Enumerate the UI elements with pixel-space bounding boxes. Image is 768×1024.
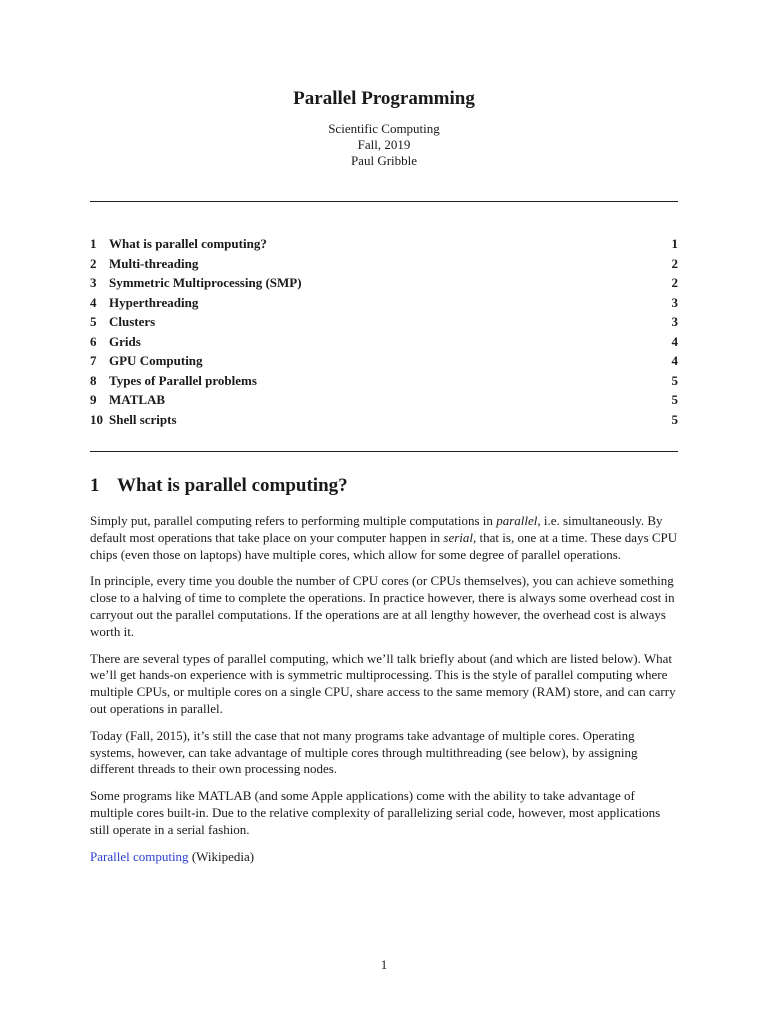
- divider-top: [90, 201, 678, 202]
- toc-entry[interactable]: [90, 371, 678, 391]
- toc-entry[interactable]: [90, 234, 678, 254]
- toc-label: Multi-threading: [109, 255, 199, 271]
- section-title: What is parallel computing?: [117, 475, 348, 496]
- toc-entry[interactable]: [90, 254, 678, 274]
- toc-number: 3: [90, 275, 97, 290]
- toc-label: MATLAB: [109, 392, 166, 407]
- toc-number: 5: [90, 314, 97, 329]
- toc-page: 2: [671, 255, 678, 271]
- toc-label: Types of Parallel problems: [109, 372, 257, 388]
- paragraph: There are several types of parallel computing, which we’ll talk briefly about (and which are listed below). What we’ll get hands-on experience with is symmetric multiprocessing. This is the style of parallel computing where multiple CPUs, or multiple cores on a single CPU, share access to the same memory (RAM) store, and can carry out operations in parallel.: [90, 650, 676, 716]
- toc-entry[interactable]: [90, 390, 678, 410]
- toc-number: 10: [90, 411, 103, 427]
- divider-bottom: [90, 451, 678, 452]
- toc-page: 3: [671, 314, 678, 329]
- toc-label: GPU Computing: [109, 353, 203, 368]
- toc-entry[interactable]: [90, 293, 678, 313]
- table-of-contents: [90, 234, 678, 429]
- toc-label: What is parallel computing?: [109, 236, 267, 251]
- toc-entry[interactable]: [90, 332, 678, 352]
- paragraph: In principle, every time you double the number of CPU cores (or CPUs themselves), you can achieve something close to a halving of time to complete the operations. In practice however, there is always some overhead cost in carryout out the parallel computations. If the operations are at all lengthy however, the overhead cost is always worth it.: [90, 573, 675, 639]
- toc-page: 3: [671, 294, 678, 310]
- toc-label: Symmetric Multiprocessing (SMP): [109, 275, 302, 290]
- toc-entry[interactable]: [90, 312, 678, 332]
- link-suffix: (Wikipedia): [188, 848, 255, 864]
- toc-number: 4: [90, 294, 97, 310]
- toc-number: 7: [90, 353, 97, 368]
- toc-label: Hyperthreading: [109, 294, 199, 310]
- reference-paragraph: [90, 849, 680, 866]
- paragraph: Some programs like MATLAB (and some Apple applications) come with the ability to take advantage of multiple cores built-in. Due to the relative complexity of parallelizing serial code, however, most applications still operate in a serial fashion.: [90, 788, 661, 837]
- toc-number: 8: [90, 372, 97, 388]
- toc-page: 5: [671, 372, 678, 388]
- toc-page: 5: [671, 392, 678, 407]
- toc-page: 5: [671, 411, 678, 427]
- section-heading: [90, 475, 348, 497]
- toc-page: 1: [671, 236, 678, 251]
- toc-entry[interactable]: [90, 351, 678, 371]
- toc-number: 9: [90, 392, 97, 407]
- emphasis: serial: [443, 529, 474, 545]
- toc-page: 4: [671, 333, 678, 349]
- toc-number: 2: [90, 255, 97, 271]
- paragraph: Today (Fall, 2015), it’s still the case that not many programs take advantage of multiple cores. Operating systems, however, can take advantage of multiple cores through multithreading (see below), by assigning different threads to their own processing nodes.: [90, 727, 638, 777]
- emphasis: parallel: [496, 513, 538, 528]
- text-run: , that is, one at a time. These days CPU chips (even those on laptops) have multiple cores, which allow for some degree of parallel operations.: [90, 529, 678, 562]
- course-name: Scientific Computing: [328, 121, 440, 136]
- toc-entry[interactable]: [90, 410, 678, 430]
- toc-page: 2: [671, 275, 678, 290]
- text-run: Simply put, parallel computing refers to performing multiple computations in: [90, 513, 497, 528]
- toc-number: 1: [90, 236, 97, 251]
- toc-label: Grids: [109, 333, 141, 349]
- document-title: Parallel Programming: [293, 88, 475, 109]
- paragraph: [90, 513, 680, 563]
- document-meta: [0, 121, 768, 169]
- text-run: , i.e. simultaneously. By default most operations that take place on your computer happen in: [90, 513, 663, 545]
- section-body: [90, 513, 680, 875]
- toc-entry[interactable]: [90, 273, 678, 293]
- page-number: 1: [380, 957, 388, 972]
- author: Paul Gribble: [350, 153, 418, 168]
- toc-label: Clusters: [109, 314, 156, 329]
- toc-number: 6: [90, 333, 97, 349]
- toc-label: Shell scripts: [109, 411, 177, 427]
- toc-page: 4: [671, 353, 678, 368]
- term: Fall, 2019: [357, 137, 411, 152]
- section-number: 1: [90, 475, 100, 496]
- wikipedia-link[interactable]: Parallel computing: [90, 848, 189, 864]
